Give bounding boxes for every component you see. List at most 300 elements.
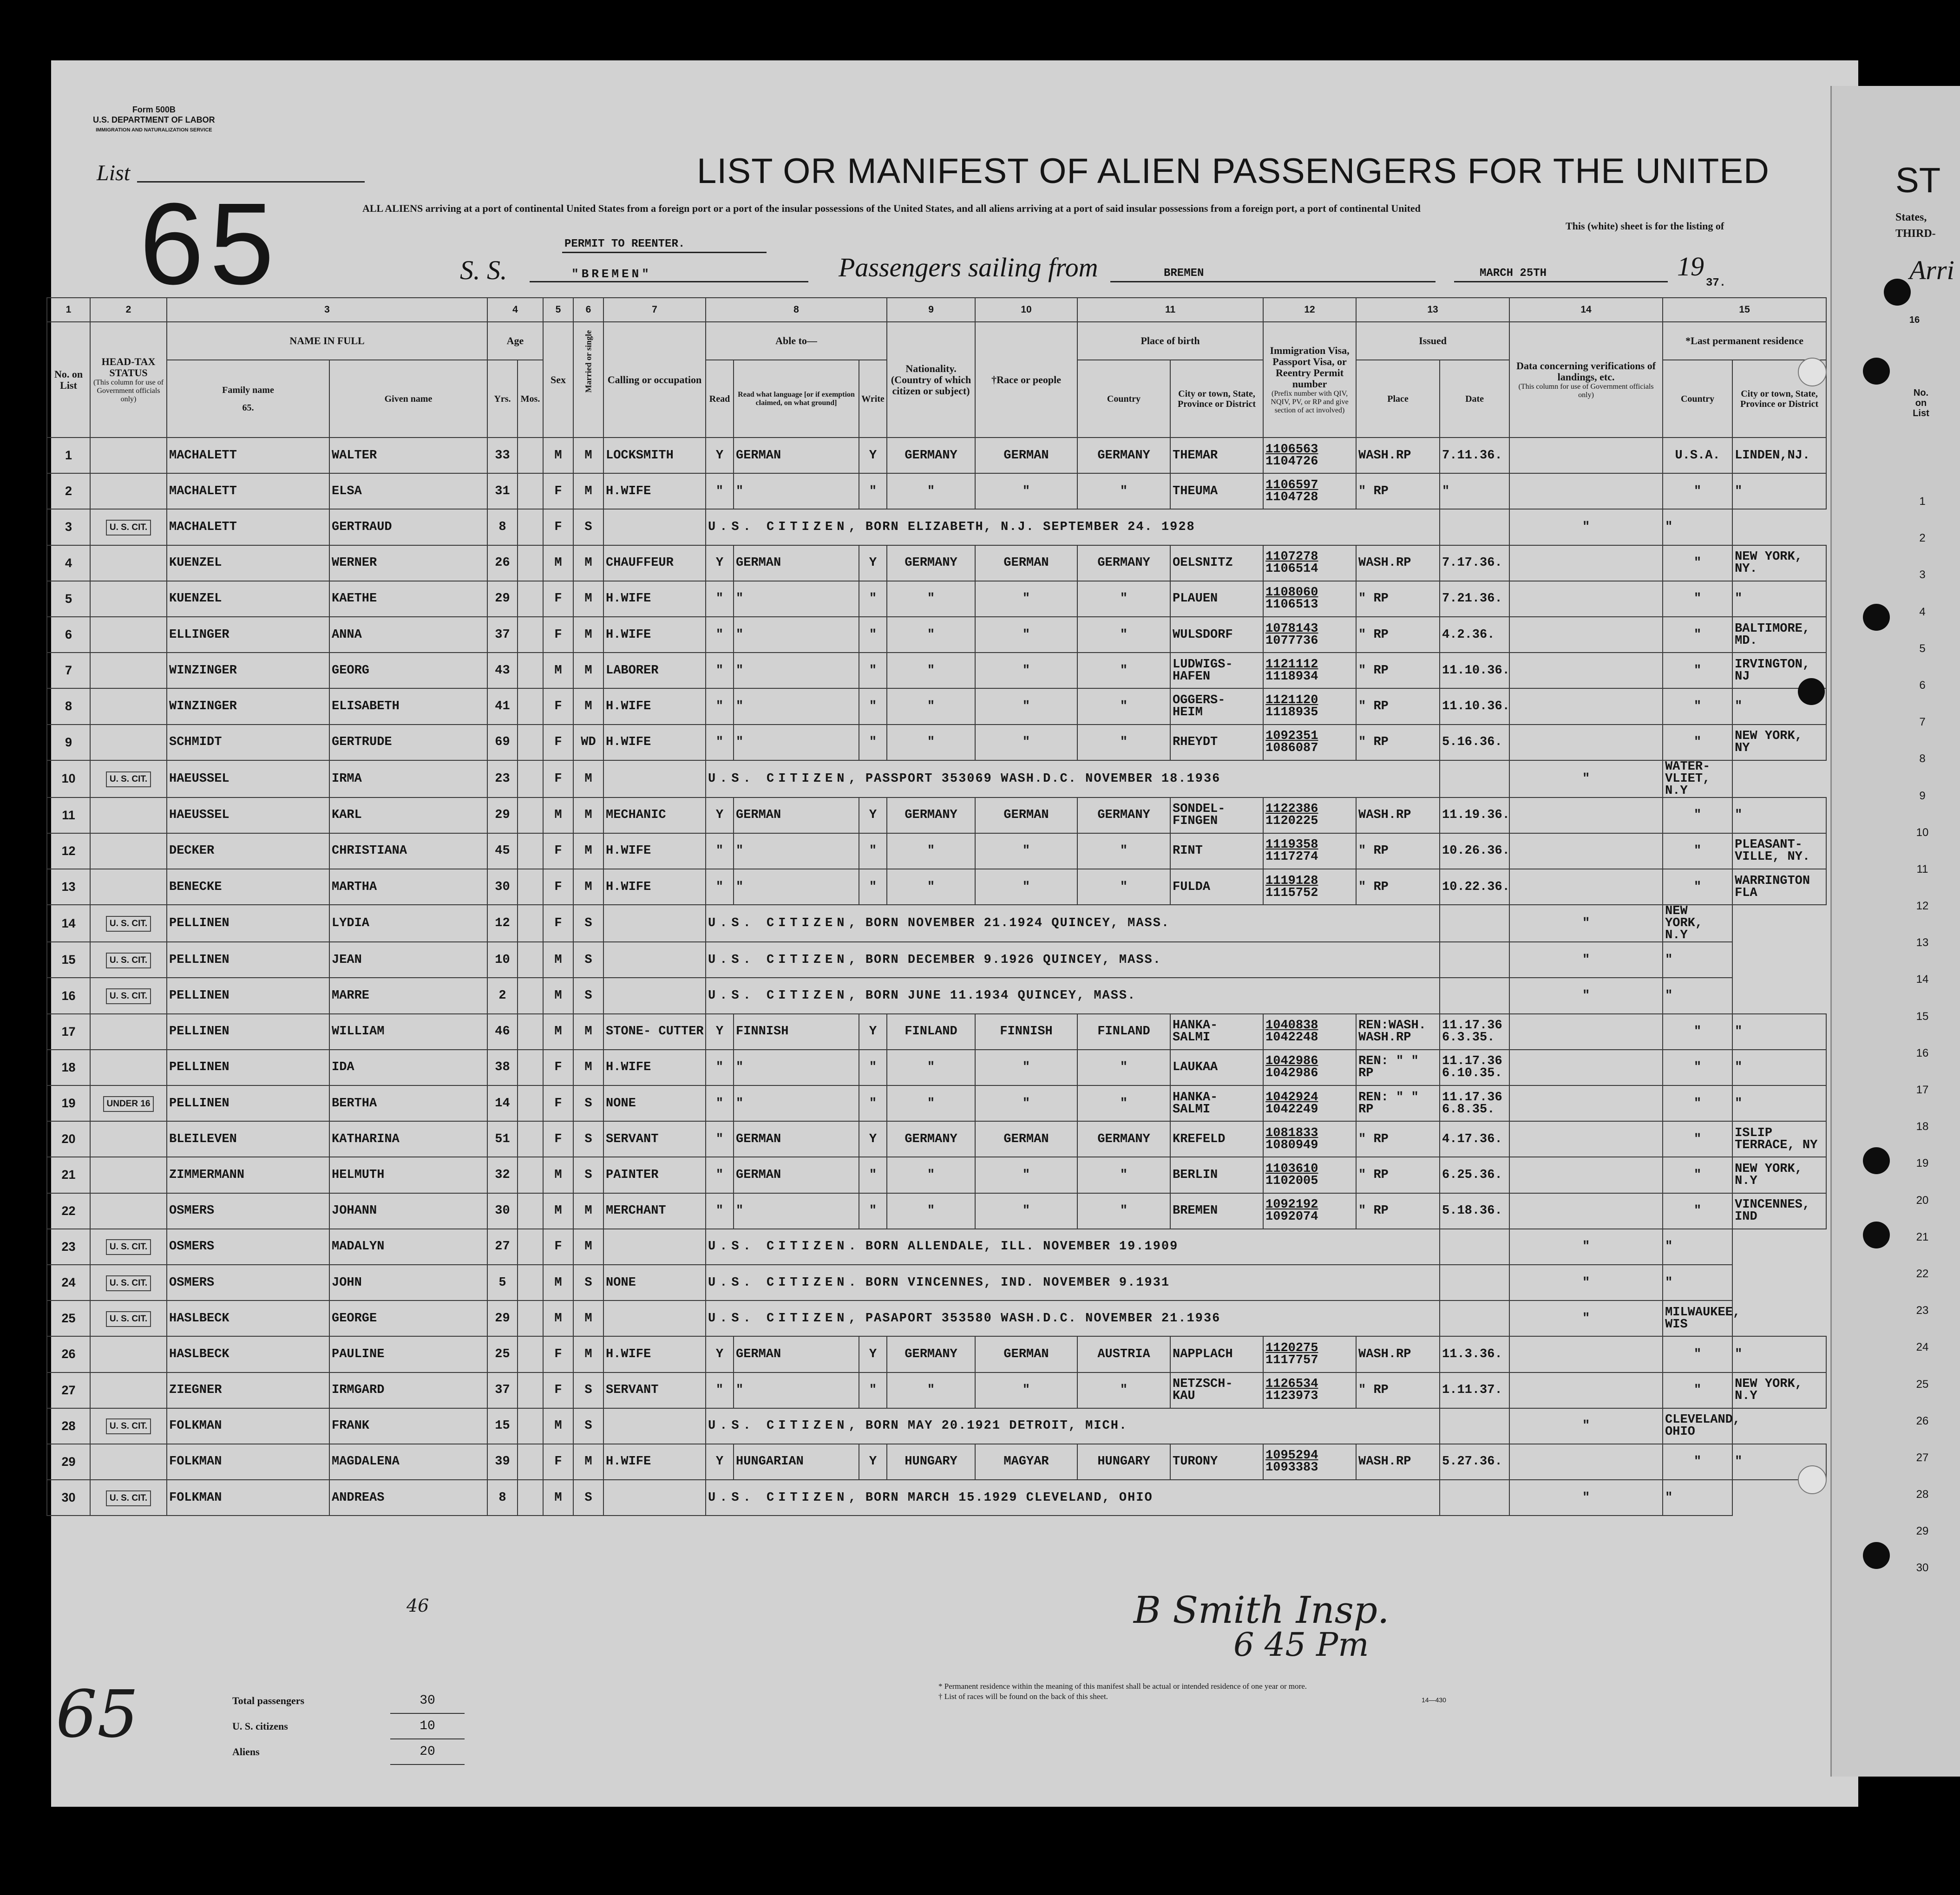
head-tax-badge: U. S. CIT. [106, 771, 151, 787]
sex: F [543, 1085, 573, 1121]
head-tax-status [90, 1193, 167, 1229]
nationality: " [887, 688, 975, 724]
issue-date: 11.10.36. [1440, 653, 1509, 688]
column-number: 2 [90, 298, 167, 322]
given-name: MADALYN [329, 1229, 487, 1265]
header-sex: Sex [543, 322, 573, 438]
nationality: GERMANY [887, 438, 975, 473]
nationality: GERMANY [887, 545, 975, 581]
row-number: 28 [47, 1408, 90, 1444]
age-years: 31 [487, 473, 518, 509]
column-number: 5 [543, 298, 573, 322]
header-age: Age [487, 322, 543, 360]
residence-country: " [1663, 617, 1732, 653]
issue-date: 7.21.36. [1440, 581, 1509, 617]
binder-hole [1863, 604, 1890, 631]
marital-status: M [573, 617, 603, 653]
right-sheet-row-number: 27 [1916, 1451, 1929, 1464]
visa-number-primary: 1042924 [1265, 1090, 1318, 1104]
age-months [518, 438, 543, 473]
us-citizen-note: U.S. CITIZEN. BORN VINCENNES, IND. NOVEMBER 9.1931 [706, 1265, 1440, 1300]
sex: F [543, 760, 573, 797]
race: " [975, 688, 1077, 724]
column-number: 13 [1356, 298, 1509, 322]
residence-country: " [1663, 833, 1732, 869]
birth-country: " [1077, 653, 1170, 688]
table-row [47, 509, 1826, 545]
sex: F [543, 688, 573, 724]
age-years: 43 [487, 653, 518, 688]
visa-number-secondary: 1115752 [1265, 886, 1318, 900]
right-sheet-title: ST [1895, 161, 1941, 200]
row-number: 19 [47, 1085, 90, 1121]
sex: M [543, 1480, 573, 1516]
landing-verification [1509, 1444, 1663, 1480]
column-number: 11 [1077, 298, 1263, 322]
age-years: 23 [487, 760, 518, 797]
footnote-races: † List of races will be found on the back of this sheet. [938, 1692, 1108, 1701]
can-write: Y [859, 438, 887, 473]
can-read: " [706, 869, 734, 905]
family-name: KUENZEL [167, 545, 329, 581]
age-months [518, 581, 543, 617]
visa-number [1263, 1050, 1356, 1085]
given-name: LYDIA [329, 905, 487, 942]
given-name: IRMGARD [329, 1372, 487, 1408]
nationality: " [887, 833, 975, 869]
right-sheet-row-number: 1 [1919, 495, 1926, 508]
residence-country: " [1663, 688, 1732, 724]
race: " [975, 617, 1077, 653]
race: " [975, 1050, 1077, 1085]
residence-city: " [1732, 688, 1826, 724]
visa-number-secondary: 1086087 [1265, 741, 1318, 756]
header-row-1 [47, 322, 1826, 360]
header-country: Country [1077, 360, 1170, 438]
column-number-row [47, 298, 1826, 322]
right-sheet-row-number: 19 [1916, 1157, 1929, 1170]
age-months [518, 1408, 543, 1444]
nationality: " [887, 617, 975, 653]
family-name: MACHALETT [167, 438, 329, 473]
sailing-date: MARCH 25TH [1480, 267, 1547, 280]
us-citizen-note: U.S. CITIZEN, BORN JUNE 11.1934 QUINCEY, MASS. [706, 978, 1440, 1013]
issue-place: WASH.RP [1356, 1336, 1440, 1372]
right-sheet-row-number: 23 [1916, 1304, 1929, 1317]
issue-date: 5.18.36. [1440, 1193, 1509, 1229]
read-language: " [734, 581, 859, 617]
can-write: Y [859, 1014, 887, 1050]
head-tax-status [90, 760, 167, 797]
visa-number [1263, 581, 1356, 617]
row-number: 11 [47, 797, 90, 833]
can-write: " [859, 869, 887, 905]
issue-date: 10.22.36. [1440, 869, 1509, 905]
can-read: " [706, 833, 734, 869]
table-row [47, 833, 1826, 869]
race: FINNISH [975, 1014, 1077, 1050]
age-months [518, 688, 543, 724]
age-years: 26 [487, 545, 518, 581]
year-suffix: 37. [1706, 277, 1726, 289]
manifest-table [46, 297, 1827, 1516]
footnote-residence: * Permanent residence within the meaning of this manifest shall be actual or intended residence of one year or more. [938, 1682, 1307, 1691]
occupation: STONE- CUTTER [603, 1014, 706, 1050]
nationality: " [887, 1372, 975, 1408]
sex: F [543, 1050, 573, 1085]
marital-status: S [573, 1265, 603, 1300]
us-citizen-label: U.S. CITIZEN [708, 1240, 849, 1254]
visa-number-secondary: 1104728 [1265, 490, 1318, 504]
table-row [47, 473, 1826, 509]
total-passengers-value: 30 [390, 1688, 465, 1714]
head-tax-badge: UNDER 16 [103, 1096, 154, 1112]
residence-country: " [1663, 1336, 1732, 1372]
visa-number-primary: 1119358 [1265, 838, 1318, 852]
read-language: " [734, 688, 859, 724]
head-tax-status [90, 653, 167, 688]
marital-status: M [573, 1050, 603, 1085]
right-sheet-row-number: 11 [1916, 863, 1928, 876]
header-res-country: Country [1663, 360, 1732, 438]
age-months [518, 1193, 543, 1229]
given-name: KAETHE [329, 581, 487, 617]
residence-city: " [1732, 1085, 1826, 1121]
landing-verification [1509, 1157, 1663, 1193]
age-years: 30 [487, 869, 518, 905]
marital-status: M [573, 688, 603, 724]
residence-city: ISLIP TERRACE, NY [1732, 1121, 1826, 1157]
table-row [47, 1265, 1826, 1300]
header-visa [1263, 322, 1356, 438]
right-sheet-row-number: 21 [1916, 1230, 1929, 1243]
birth-country: " [1077, 1193, 1170, 1229]
read-language: " [734, 1193, 859, 1229]
header-mos: Mos. [518, 360, 543, 438]
given-name: WALTER [329, 438, 487, 473]
age-years: 27 [487, 1229, 518, 1265]
family-name: WINZINGER [167, 653, 329, 688]
sex: M [543, 978, 573, 1013]
family-name: BLEILEVEN [167, 1121, 329, 1157]
right-sheet-row-number: 13 [1916, 936, 1929, 949]
age-years: 37 [487, 1372, 518, 1408]
birth-country: GERMANY [1077, 1121, 1170, 1157]
right-sheet-row-number: 14 [1916, 973, 1929, 986]
head-tax-badge: U. S. CIT. [106, 520, 151, 536]
age-years: 45 [487, 833, 518, 869]
family-name-label: Family name [222, 385, 274, 395]
occupation [603, 942, 706, 978]
head-tax-status [90, 688, 167, 724]
issue-date: 5.27.36. [1440, 1444, 1509, 1480]
can-write: " [859, 1193, 887, 1229]
permit-underline [562, 252, 767, 253]
residence-city: " [1663, 1480, 1732, 1516]
visa-number-secondary: 1042249 [1265, 1102, 1318, 1117]
visa-number-primary: 1095294 [1265, 1449, 1318, 1463]
table-row [47, 978, 1826, 1013]
head-tax-badge: U. S. CIT. [106, 1490, 151, 1506]
head-tax-status [90, 1121, 167, 1157]
read-language: GERMAN [734, 797, 859, 833]
right-sheet-row-number: 6 [1919, 679, 1926, 692]
age-years: 41 [487, 688, 518, 724]
residence-city: " [1663, 978, 1732, 1013]
residence-city: NEW YORK, N.Y [1732, 1372, 1826, 1408]
issue-date: 6.25.36. [1440, 1157, 1509, 1193]
issue-place: " RP [1356, 617, 1440, 653]
us-citizen-label: U.S. CITIZEN [708, 1490, 849, 1505]
birth-country: " [1077, 688, 1170, 724]
visa-number-primary: 1081833 [1265, 1126, 1318, 1140]
manifest-subtitle: ALL ALIENS arriving at a port of continental United States from a foreign port or a port of the insular possessions of the United States, and all aliens arriving at a port of said insular possessions from a foreign port, a port of continental United [362, 203, 1421, 214]
given-name: KARL [329, 797, 487, 833]
right-sheet-row-number: 18 [1916, 1120, 1929, 1133]
given-name: WILLIAM [329, 1014, 487, 1050]
manifest-subtitle-2: This (white) sheet is for the listing of [1566, 220, 1724, 232]
can-write: Y [859, 545, 887, 581]
given-name: FRANK [329, 1408, 487, 1444]
visa-number-secondary: 1118935 [1265, 705, 1318, 719]
footnotes [938, 1681, 1307, 1702]
landing-verification [1440, 942, 1509, 978]
race: GERMAN [975, 438, 1077, 473]
head-tax-status [90, 1157, 167, 1193]
issue-place: WASH.RP [1356, 545, 1440, 581]
sex: M [543, 1408, 573, 1444]
birth-country: " [1077, 1372, 1170, 1408]
birth-city: NETZSCH- KAU [1170, 1372, 1263, 1408]
us-citizen-note: U.S. CITIZEN. BORN ALLENDALE, ILL. NOVEMBER 19.1909 [706, 1229, 1440, 1265]
birth-city: HANKA- SALMI [1170, 1085, 1263, 1121]
right-sheet-arriving: Arri [1909, 255, 1954, 285]
occupation: H.WIFE [603, 1336, 706, 1372]
row-number: 25 [47, 1300, 90, 1336]
head-tax-status [90, 473, 167, 509]
sex: M [543, 1265, 573, 1300]
right-sheet-row-number: 24 [1916, 1341, 1929, 1354]
visa-number [1263, 1085, 1356, 1121]
age-years: 14 [487, 1085, 518, 1121]
us-citizens-value: 10 [390, 1714, 465, 1739]
can-write: " [859, 1372, 887, 1408]
visa-number-secondary: 1093383 [1265, 1461, 1318, 1475]
row-number: 13 [47, 869, 90, 905]
binder-hole [1884, 279, 1911, 306]
head-tax-status [90, 1444, 167, 1480]
occupation: H.WIFE [603, 688, 706, 724]
marital-status: M [573, 797, 603, 833]
residence-country: " [1663, 1121, 1732, 1157]
age-months [518, 1085, 543, 1121]
landing-verification [1509, 581, 1663, 617]
column-number: 8 [706, 298, 887, 322]
head-tax-status [90, 1336, 167, 1372]
age-months [518, 1050, 543, 1085]
family-name: FOLKMAN [167, 1480, 329, 1516]
nationality: " [887, 1157, 975, 1193]
read-language: FINNISH [734, 1014, 859, 1050]
visa-number [1263, 653, 1356, 688]
sex: F [543, 473, 573, 509]
year-prefix: 19 [1677, 251, 1704, 281]
can-read: " [706, 1372, 734, 1408]
column-number: 4 [487, 298, 543, 322]
header-nationality: Nationality. (Country of which citizen or subject) [887, 322, 975, 438]
column-number: 14 [1509, 298, 1663, 322]
can-read: " [706, 653, 734, 688]
marital-status: S [573, 509, 603, 545]
header-yrs: Yrs. [487, 360, 518, 438]
sex: F [543, 1444, 573, 1480]
race: " [975, 1157, 1077, 1193]
occupation: H.WIFE [603, 833, 706, 869]
occupation: SERVANT [603, 1121, 706, 1157]
column-number: 7 [603, 298, 706, 322]
given-name: CHRISTIANA [329, 833, 487, 869]
landing-verification [1440, 1265, 1509, 1300]
landing-verification [1440, 978, 1509, 1013]
list-number: 65 [139, 179, 280, 308]
binder-hole [1798, 678, 1825, 705]
visa-number [1263, 438, 1356, 473]
given-name: GERTRUDE [329, 725, 487, 760]
header-write: Write [859, 360, 887, 438]
can-write: " [859, 833, 887, 869]
given-name: PAULINE [329, 1336, 487, 1372]
landing-verification [1509, 1014, 1663, 1050]
row-number: 24 [47, 1265, 90, 1300]
issue-date: 11.17.36 6.3.35. [1440, 1014, 1509, 1050]
row-number: 22 [47, 1193, 90, 1229]
row-number: 23 [47, 1229, 90, 1265]
head-tax-status [90, 833, 167, 869]
marital-status: M [573, 760, 603, 797]
can-read: Y [706, 545, 734, 581]
right-sheet-row-number: 22 [1916, 1267, 1929, 1280]
residence-country: " [1663, 725, 1732, 760]
birth-country: AUSTRIA [1077, 1336, 1170, 1372]
sex: F [543, 509, 573, 545]
landing-verification [1509, 1085, 1663, 1121]
given-name: IRMA [329, 760, 487, 797]
can-read: " [706, 617, 734, 653]
row-number: 3 [47, 509, 90, 545]
column-number: 6 [573, 298, 603, 322]
permit-note: PERMIT TO REENTER. [564, 238, 685, 250]
residence-city: " [1663, 1229, 1732, 1265]
table-row [47, 688, 1826, 724]
marital-status: S [573, 1408, 603, 1444]
residence-city: BALTIMORE, MD. [1732, 617, 1826, 653]
landing-verification [1509, 1336, 1663, 1372]
can-read: Y [706, 1014, 734, 1050]
birth-city: OELSNITZ [1170, 545, 1263, 581]
issue-place: " RP [1356, 1157, 1440, 1193]
can-write: Y [859, 1444, 887, 1480]
age-years: 46 [487, 1014, 518, 1050]
family-name: HAEUSSEL [167, 797, 329, 833]
race: " [975, 1372, 1077, 1408]
residence-country: " [1509, 1408, 1663, 1444]
sex: F [543, 1229, 573, 1265]
row-number: 20 [47, 1121, 90, 1157]
table-row [47, 1336, 1826, 1372]
marital-status: WD [573, 725, 603, 760]
family-name: PELLINEN [167, 1014, 329, 1050]
birth-country: GERMANY [1077, 438, 1170, 473]
marital-status: M [573, 1444, 603, 1480]
age-years: 29 [487, 797, 518, 833]
row-number: 12 [47, 833, 90, 869]
marital-status: M [573, 833, 603, 869]
issue-place: " RP [1356, 833, 1440, 869]
head-tax-badge: U. S. CIT. [106, 1275, 151, 1291]
residence-country: " [1509, 509, 1663, 545]
residence-country: " [1663, 545, 1732, 581]
us-citizen-label: U.S. CITIZEN [708, 953, 849, 967]
right-sheet-row-number: 28 [1916, 1488, 1929, 1501]
family-name: MACHALETT [167, 473, 329, 509]
right-sheet-row-number: 9 [1919, 789, 1926, 802]
table-row [47, 1050, 1826, 1085]
age-years: 30 [487, 1193, 518, 1229]
right-sheet-row-number: 7 [1919, 716, 1926, 729]
sex: F [543, 833, 573, 869]
row-number: 6 [47, 617, 90, 653]
age-months [518, 1157, 543, 1193]
age-months [518, 1444, 543, 1480]
issue-place: WASH.RP [1356, 1444, 1440, 1480]
residence-city: CLEVELAND, OHIO [1663, 1408, 1732, 1444]
family-name: HAEUSSEL [167, 760, 329, 797]
race: " [975, 725, 1077, 760]
table-row [47, 1408, 1826, 1444]
given-name: GEORGE [329, 1300, 487, 1336]
residence-country: " [1663, 797, 1732, 833]
header-landings [1509, 322, 1663, 438]
issue-date: 7.17.36. [1440, 545, 1509, 581]
head-tax-badge: U. S. CIT. [106, 916, 151, 932]
birth-country: " [1077, 581, 1170, 617]
head-tax-status [90, 869, 167, 905]
race: " [975, 833, 1077, 869]
visa-number-primary: 1119128 [1265, 874, 1318, 888]
right-sheet-row-number: 16 [1916, 1046, 1929, 1059]
nationality: HUNGARY [887, 1444, 975, 1480]
head-tax-status [90, 438, 167, 473]
nationality: " [887, 653, 975, 688]
landing-verification [1509, 473, 1663, 509]
head-tax-badge: U. S. CIT. [106, 1418, 151, 1434]
table-row [47, 1157, 1826, 1193]
landing-verification [1509, 653, 1663, 688]
landing-verification [1509, 725, 1663, 760]
age-months [518, 1372, 543, 1408]
given-name: JEAN [329, 942, 487, 978]
visa-number-secondary: 1123973 [1265, 1389, 1318, 1404]
occupation: LOCKSMITH [603, 438, 706, 473]
row-number: 14 [47, 905, 90, 942]
marital-status: M [573, 1229, 603, 1265]
age-months [518, 653, 543, 688]
marital-status: M [573, 1193, 603, 1229]
binder-hole [1798, 1465, 1827, 1494]
residence-country: " [1663, 1444, 1732, 1480]
can-write: Y [859, 1121, 887, 1157]
read-language: " [734, 1050, 859, 1085]
